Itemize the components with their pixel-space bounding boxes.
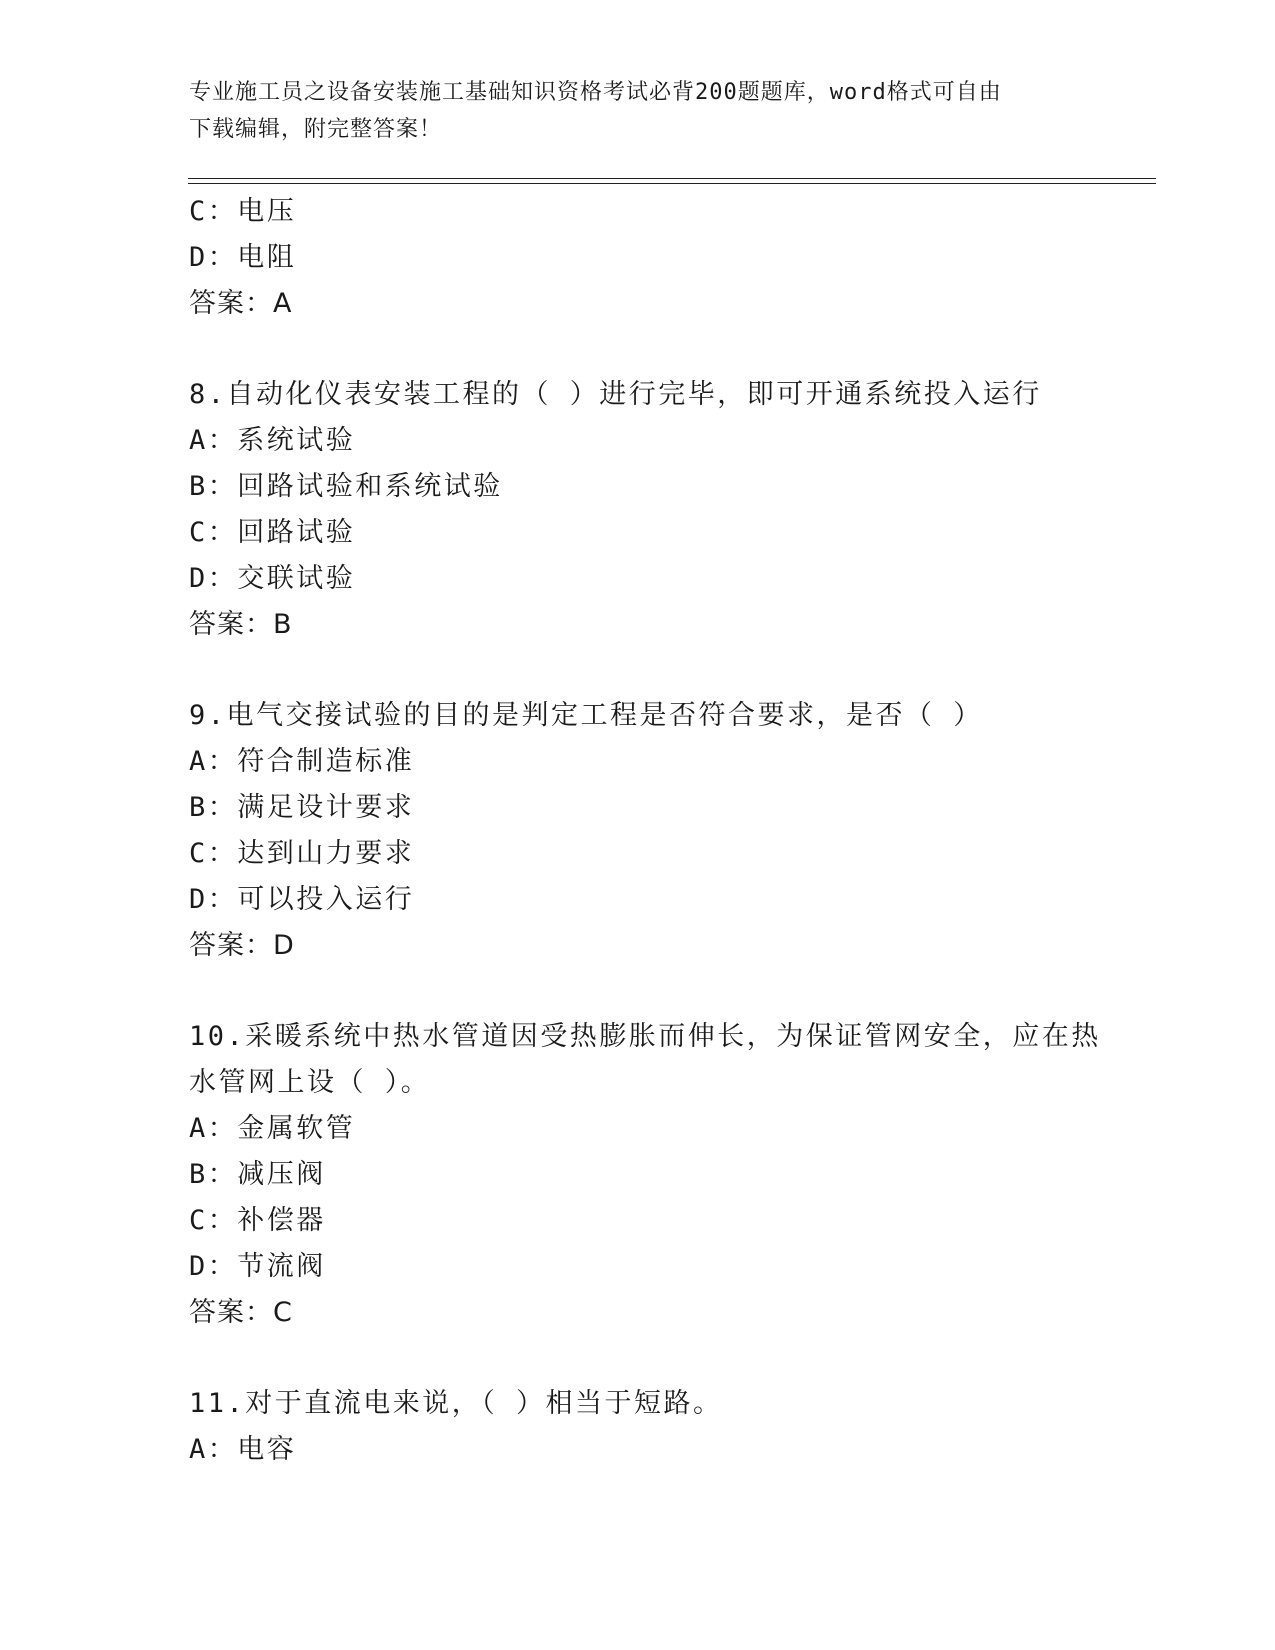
option-b: B：减压阀 (189, 1159, 326, 1190)
answer-line: 答案：D (189, 930, 295, 961)
question-stem: 9.电气交接试验的目的是判定工程是否符合要求，是否（ ） (189, 700, 983, 731)
option-a: A：金属软管 (189, 1113, 356, 1144)
question-stem-line-2: 水管网上设（ ）。 (189, 1067, 431, 1098)
header-divider-bottom (188, 183, 1156, 184)
question-7-tail (189, 189, 1089, 327)
answer-line: 答案：B (189, 609, 293, 640)
spacer (189, 969, 1089, 1014)
question-stem: 8.自动化仪表安装工程的（ ）进行完毕，即可开通系统投入运行 (189, 379, 1042, 410)
answer-line: 答案：A (189, 288, 293, 319)
option-a: A：符合制造标准 (189, 746, 415, 777)
question-9 (189, 693, 1089, 969)
question-stem-line-1: 10.采暖系统中热水管道因受热膨胀而伸长，为保证管网安全，应在热 (189, 1021, 1101, 1052)
option-c: C：电压 (189, 196, 297, 227)
question-list (189, 189, 1101, 1473)
option-d: D：节流阀 (189, 1251, 326, 1282)
option-a: A：电容 (189, 1434, 297, 1465)
answer-line: 答案：C (189, 1297, 293, 1328)
spacer (189, 327, 1089, 372)
option-d: D：可以投入运行 (189, 884, 415, 915)
spacer (189, 648, 1089, 693)
option-d: D：交联试验 (189, 563, 356, 594)
option-c: C：回路试验 (189, 517, 356, 548)
option-c: C：达到山力要求 (189, 838, 415, 869)
option-b: B：回路试验和系统试验 (189, 471, 503, 502)
option-d: D：电阻 (189, 242, 297, 273)
question-10 (189, 1014, 1101, 1336)
option-c: C：补偿器 (189, 1205, 326, 1236)
header-line-1: 专业施工员之设备安装施工基础知识资格考试必背200题题库，word格式可自由 (189, 80, 1002, 105)
question-stem: 11.对于直流电来说，（ ）相当于短路。 (189, 1388, 723, 1419)
document-header (189, 74, 1069, 148)
spacer (189, 1336, 1089, 1381)
option-a: A：系统试验 (189, 425, 356, 456)
question-11 (189, 1381, 1089, 1473)
question-8 (189, 372, 1089, 648)
header-line-2: 下载编辑，附完整答案！ (189, 117, 443, 142)
header-divider-top (188, 178, 1156, 179)
option-b: B：满足设计要求 (189, 792, 415, 823)
